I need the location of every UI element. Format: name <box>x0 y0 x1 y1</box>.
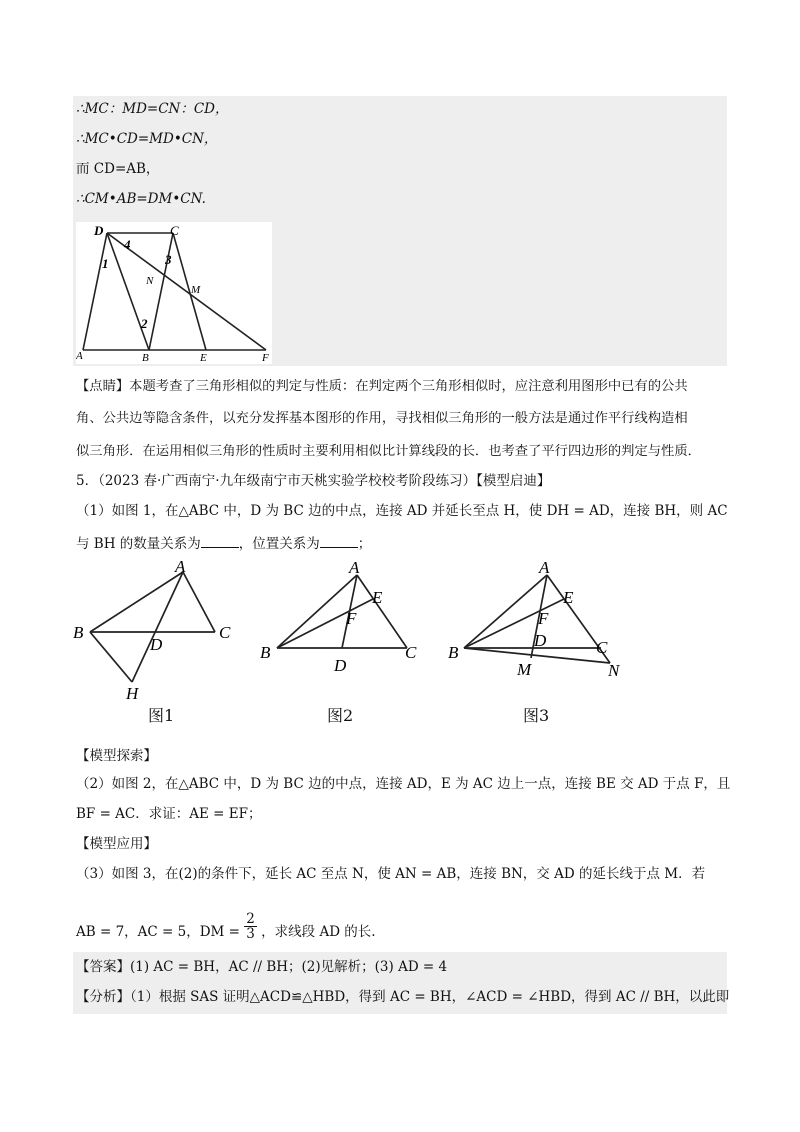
fig2-label-E: E <box>372 588 383 607</box>
q1-line-1: （1）如图 1，在△ABC 中，D 为 BC 边的中点，连接 AD 并延长至点 H，使 DH = AD，连接 BH，则 AC <box>76 503 728 519</box>
q2-line-2: BF = AC．求证：AE = EF； <box>76 806 262 822</box>
fig2-label-C: C <box>405 643 417 662</box>
fig3-label-A: A <box>539 560 550 577</box>
label-2: 2 <box>141 316 148 331</box>
label-M: M <box>191 284 201 296</box>
answer-blank-2[interactable] <box>320 535 358 548</box>
fig1-label-A: A <box>175 560 186 576</box>
q3-text-a: AB = 7，AC = 5，DM = <box>76 924 245 940</box>
fig2-caption: 图2 <box>327 706 354 725</box>
dm-fraction <box>244 912 257 941</box>
dm-numerator: 2 <box>246 911 255 927</box>
answer-blank-1[interactable] <box>201 535 239 548</box>
q1-text-b: ，位置关系为 <box>238 536 320 552</box>
q3-text-b: ，求线段 AD 的长. <box>261 924 376 940</box>
analysis-line: 【分析】（1）根据 SAS 证明△ACD≌△HBD，得到 AC = BH，∠ACD = ∠HBD，得到 AC // BH，以此即 <box>76 989 730 1005</box>
solution-line-4: ∴CM•AB=DM•CN. <box>76 191 206 207</box>
label-4: 4 <box>124 237 131 252</box>
fig1-label-B: B <box>73 623 84 642</box>
problem-header: 5．（2023 春·广西南宁·九年级南宁市天桃实验学校校考阶段练习）【模型启迪】 <box>76 473 551 489</box>
comment-line-3: 似三角形．在运用相似三角形的性质时主要利用相似比计算线段的长．也考查了平行四边形的判定与性质． <box>76 444 701 459</box>
comment-line-2: 角、公共边等隐含条件，以充分发挥基本图形的作用，寻找相似三角形的一般方法是通过作平行线构造相 <box>76 411 688 426</box>
fig3-label-M: M <box>517 660 532 679</box>
fig2-label-B: B <box>260 643 271 662</box>
fig1-label-H: H <box>126 684 139 703</box>
label-B: B <box>142 352 149 364</box>
fig3-label-D: D <box>534 631 547 650</box>
solution-line-3: 而 CD=AB， <box>76 161 160 177</box>
label-1: 1 <box>102 256 109 271</box>
label-3: 3 <box>165 252 172 267</box>
fig3-label-B: B <box>448 643 459 662</box>
label-A: A <box>76 350 83 362</box>
fig1-label-D: D <box>150 635 163 654</box>
section-apply: 【模型应用】 <box>76 836 157 852</box>
label-C: C <box>170 223 179 238</box>
q3-line-2 <box>76 911 376 947</box>
fig3-label-E: E <box>563 588 574 607</box>
fig1-caption: 图1 <box>148 706 175 725</box>
fig1-label-C: C <box>219 623 231 642</box>
q2-line-1: （2）如图 2，在△ABC 中，D 为 BC 边的中点，连接 AD，E 为 AC 边上一点，连接 BE 交 AD 于点 F，且 <box>76 776 731 792</box>
label-E: E <box>200 352 207 364</box>
fig3-caption: 图3 <box>523 706 550 725</box>
fig2-label-F: F <box>346 609 357 628</box>
figures-row <box>70 560 670 710</box>
answer-line: 【答案】(1) AC = BH，AC // BH；(2)见解析；(3) AD = 4 <box>76 959 448 975</box>
fig2-label-A: A <box>349 560 360 577</box>
comment-line-1: 【点睛】本题考查了三角形相似的判定与性质：在判定两个三角形相似时，应注意利用图形中已有的公共 <box>76 379 688 394</box>
fig2-label-D: D <box>334 656 347 675</box>
label-D: D <box>94 223 104 238</box>
solution-line-1: ∴MC：MD=CN：CD， <box>76 101 229 117</box>
solution-line-2: ∴MC•CD=MD•CN， <box>76 131 218 147</box>
q3-line-1: （3）如图 3，在(2)的条件下，延长 AC 至点 N，使 AN = AB，连接 BN，交 AD 的延长线于点 M．若 <box>76 866 706 882</box>
trapezoid-figure <box>76 222 272 364</box>
fig3-label-C: C <box>596 638 608 657</box>
label-N: N <box>146 275 154 287</box>
fig3-label-N: N <box>608 661 620 680</box>
q1-line-2 <box>76 535 371 553</box>
dm-denominator: 3 <box>246 926 255 942</box>
fig3-label-F: F <box>538 609 549 628</box>
section-explore: 【模型探索】 <box>76 748 157 764</box>
q1-text-a: 与 BH 的数量关系为 <box>76 536 201 552</box>
q1-text-c: ； <box>357 536 372 552</box>
label-F: F <box>262 352 269 364</box>
